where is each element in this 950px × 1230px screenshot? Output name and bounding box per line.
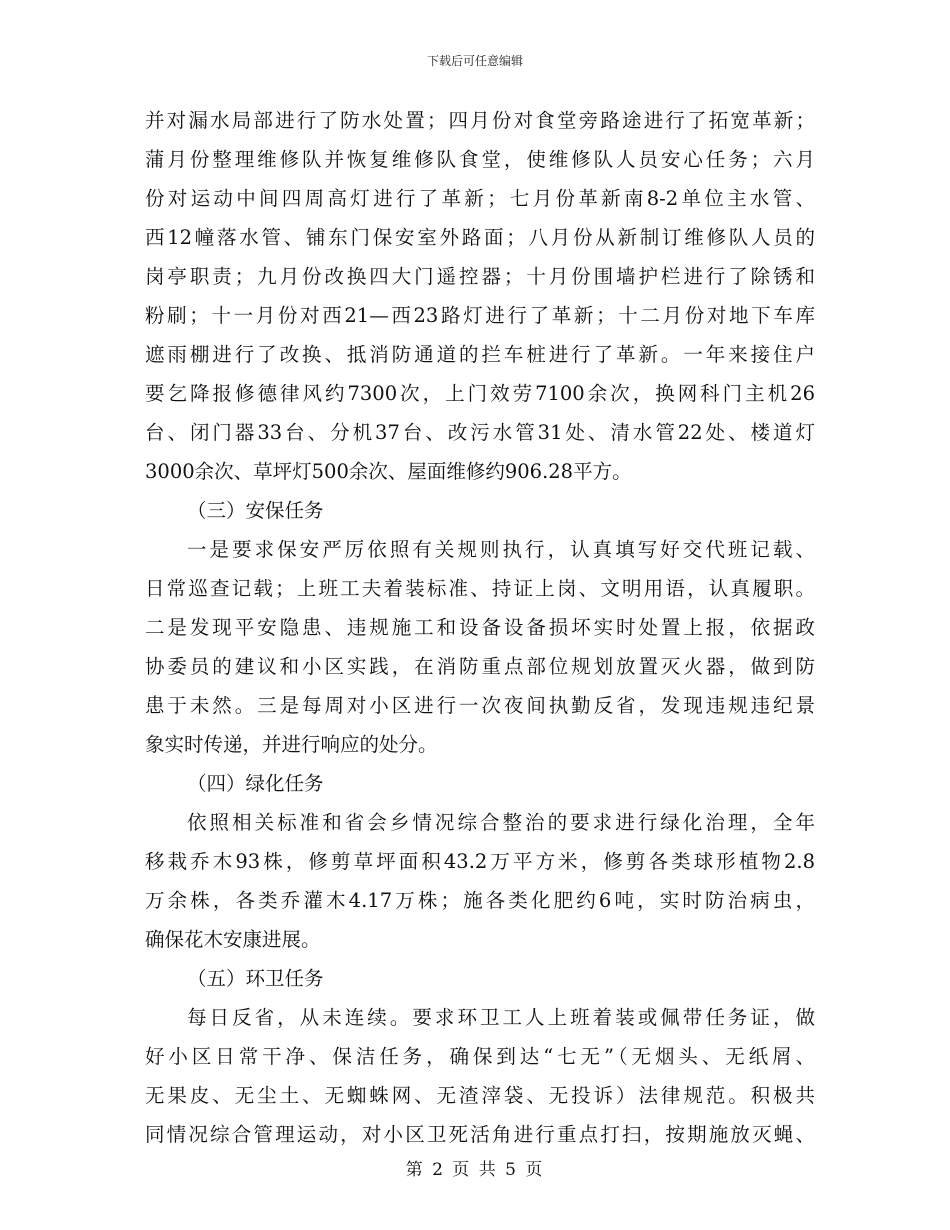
paragraph-line: 象实时传递，并进行响应的处分。 [145,733,438,756]
paragraph-line: 台、闭门器33台、分机37台、改污水管31处、清水管22处、楼道灯 [145,421,815,444]
section-heading-sanitation: （五）环卫任务 [187,967,324,990]
paragraph-line: 好小区日常干净、保洁任务，确保到达“七无”（无烟头、无纸屑、 [145,1045,815,1068]
paragraph-line: 3000余次、草坪灯500余次、屋面维修约906.28平方。 [145,460,632,483]
paragraph-line: 份对运动中间四周高灯进行了革新；七月份革新南8-2单位主水管、 [145,187,815,210]
paragraph-line: 二是发现平安隐患、违规施工和设备设备损坏实时处置上报，依据政 [145,616,815,639]
paragraph-line: 无果皮、无尘土、无蜘蛛网、无渣滓袋、无投诉）法律规范。积极共 [145,1084,815,1107]
paragraph-line: 确保花木安康进展。 [145,928,321,951]
paragraph-line: 西12幢落水管、铺东门保安室外路面；八月份从新制订维修队人员的 [145,226,815,249]
paragraph-line: 要乞降报修德律风约7300次，上门效劳7100余次，换网科门主机26 [145,382,815,405]
paragraph-line: 同情况综合管理运动，对小区卫死活角进行重点打扫，按期施放灭蝇、 [145,1123,815,1146]
paragraph-line: 并对漏水局部进行了防水处置；四月份对食堂旁路途进行了拓宽革新； [145,109,815,132]
paragraph-line: 移栽乔木93株，修剪草坪面积43.2万平方米，修剪各类球形植物2.8 [145,850,815,873]
paragraph-line: 粉刷；十一月份对西21—西23路灯进行了革新；十二月份对地下车库 [145,304,815,327]
document-body [145,101,815,1154]
paragraph-line: 岗亭职责；九月份改换四大门遥控器；十月份围墙护栏进行了除锈和 [145,265,815,288]
page-header: 下载后可任意编辑 [426,54,523,68]
paragraph-line: 一是要求保安严厉依照有关规则执行，认真填写好交代班记载、 [187,538,815,561]
section-heading-greening: （四）绿化任务 [187,772,324,795]
section-heading-security: （三）安保任务 [187,499,324,522]
paragraph-line: 万余株，各类乔灌木4.17万株；施各类化肥约6吨，实时防治病虫， [145,889,815,912]
paragraph-line: 每日反省，从未连续。要求环卫工人上班着装或佩带任务证，做 [187,1006,815,1029]
paragraph-line: 日常巡查记载；上班工夫着装标准、持证上岗、文明用语，认真履职。 [145,577,815,600]
paragraph-line: 蒲月份整理维修队并恢复维修队食堂，使维修队人员安心任务；六月 [145,148,815,171]
paragraph-line: 患于未然。三是每周对小区进行一次夜间执勤反省，发现违规违纪景 [145,694,815,717]
page-number-footer: 第 2 页 共 5 页 [405,1160,545,1180]
paragraph-line: 协委员的建议和小区实践，在消防重点部位规划放置灭火器，做到防 [145,655,815,678]
paragraph-line: 依照相关标准和省会乡情况综合整治的要求进行绿化治理，全年 [187,811,815,834]
paragraph-line: 遮雨棚进行了改换、抵消防通道的拦车桩进行了革新。一年来接住户 [145,343,815,366]
